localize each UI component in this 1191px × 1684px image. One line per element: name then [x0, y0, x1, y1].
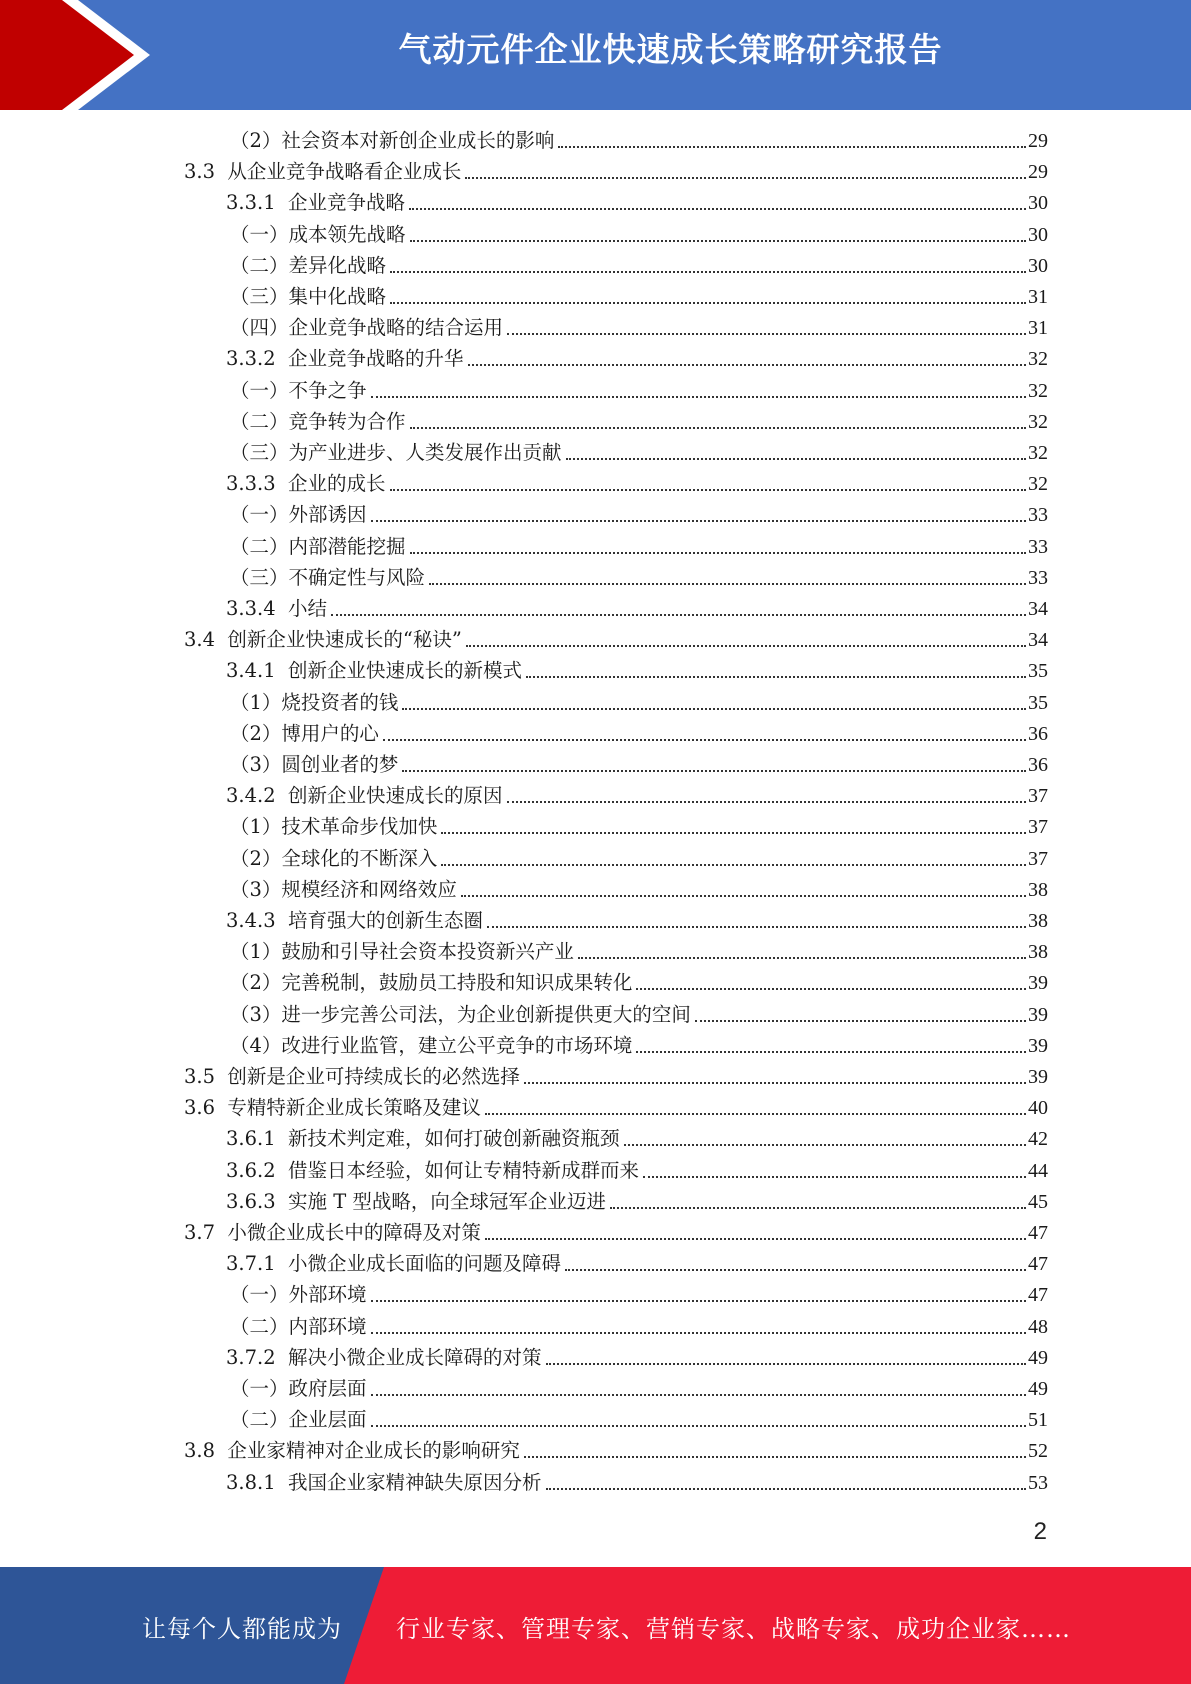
- toc-entry-page: 38: [1028, 879, 1048, 901]
- toc-entry-title: 企业的成长: [288, 472, 386, 495]
- toc-entry[interactable]: [230, 377, 1048, 405]
- toc-entry-page: 51: [1028, 1409, 1048, 1431]
- toc-dot-leader: [390, 489, 1026, 491]
- toc-dot-leader: [485, 1113, 1026, 1115]
- toc-entry-number: 3.3.2: [226, 347, 289, 370]
- toc-entry-title: 小微企业成长面临的问题及障碍: [288, 1252, 562, 1275]
- toc-entry-number: 3.5: [184, 1065, 228, 1088]
- toc-entry-page: 40: [1028, 1097, 1048, 1119]
- toc-dot-leader: [695, 1020, 1026, 1022]
- toc-entry-number: 3.8: [184, 1439, 228, 1462]
- toc-dot-leader: [409, 208, 1026, 210]
- toc-entry-page: 52: [1028, 1440, 1048, 1462]
- toc-entry-page: 32: [1028, 348, 1048, 370]
- toc-entry[interactable]: [226, 470, 1048, 498]
- toc-entry[interactable]: [226, 189, 1048, 217]
- report-title: 气动元件企业快速成长策略研究报告: [398, 30, 943, 69]
- toc-entry-title: 企业竞争战略的结合运用: [288, 316, 504, 339]
- toc-entry-title: 竞争转为合作: [288, 410, 406, 433]
- toc-entry[interactable]: [226, 1157, 1048, 1185]
- toc-entry-page: 39: [1028, 1035, 1048, 1057]
- toc-entry-title: 差异化战略: [288, 254, 387, 277]
- toc-dot-leader: [578, 957, 1026, 959]
- toc-dot-leader: [558, 146, 1026, 148]
- toc-entry-page: 45: [1028, 1191, 1048, 1213]
- toc-entry-title: 专精特新企业成长策略及建议: [227, 1096, 481, 1119]
- toc-entry-title: 不争之争: [288, 379, 367, 402]
- toc-dot-leader: [485, 1238, 1026, 1240]
- toc-dot-leader: [371, 1300, 1026, 1302]
- toc-entry-number: 3.6: [184, 1096, 228, 1119]
- toc-dot-leader: [526, 676, 1026, 678]
- toc-dot-leader: [331, 614, 1026, 616]
- toc-entry-number: （四）: [230, 316, 289, 339]
- toc-dot-leader: [410, 427, 1026, 429]
- toc-entry[interactable]: [230, 876, 1048, 904]
- toc-entry-page: 30: [1028, 255, 1048, 277]
- toc-entry-title: 为产业进步、人类发展作出贡献: [288, 441, 562, 464]
- toc-entry-page: 47: [1028, 1284, 1048, 1306]
- toc-entry[interactable]: [226, 782, 1048, 810]
- toc-entry[interactable]: [226, 1469, 1048, 1497]
- toc-entry-number: （一）: [230, 223, 289, 246]
- toc-entry-title: 创新企业快速成长的“秘诀”: [227, 628, 462, 651]
- toc-entry-page: 37: [1028, 785, 1048, 807]
- toc-entry[interactable]: [230, 501, 1048, 529]
- toc-dot-leader: [371, 396, 1026, 398]
- toc-entry-number: 3.7: [184, 1221, 228, 1244]
- toc-entry[interactable]: [230, 1375, 1048, 1403]
- toc-entry-number: （2）: [230, 971, 282, 994]
- toc-entry-title: 小结: [288, 597, 328, 620]
- toc-entry[interactable]: [184, 158, 1048, 186]
- toc-entry[interactable]: [230, 751, 1048, 779]
- toc-entry[interactable]: [230, 1001, 1048, 1029]
- toc-dot-leader: [465, 177, 1026, 179]
- toc-entry-number: （2）: [230, 722, 282, 745]
- toc-entry-number: （2）: [230, 847, 282, 870]
- toc-entry[interactable]: [230, 845, 1048, 873]
- toc-entry-number: （二）: [230, 254, 289, 277]
- toc-entry-number: 3.7.1: [226, 1252, 289, 1275]
- toc-entry-number: （三）: [230, 441, 289, 464]
- toc-entry[interactable]: [230, 283, 1048, 311]
- toc-entry[interactable]: [184, 1219, 1048, 1247]
- toc-entry[interactable]: [230, 938, 1048, 966]
- toc-entry[interactable]: [184, 1094, 1048, 1122]
- toc-entry-page: 31: [1028, 286, 1048, 308]
- toc-entry[interactable]: [230, 1281, 1048, 1309]
- toc-entry-page: 49: [1028, 1347, 1048, 1369]
- toc-entry-number: 3.8.1: [226, 1471, 289, 1494]
- toc-entry-page: 35: [1028, 692, 1048, 714]
- toc-entry-title: 企业层面: [288, 1408, 367, 1431]
- toc-entry-title: 改进行业监管，建立公平竞争的市场环境: [281, 1034, 633, 1057]
- toc-dot-leader: [441, 832, 1026, 834]
- footer-slogan-left: 让每个人都能成为: [142, 1615, 342, 1643]
- toc-dot-leader: [636, 1051, 1026, 1053]
- toc-entry-title: 烧投资者的钱: [281, 691, 399, 714]
- toc-dot-leader: [566, 458, 1026, 460]
- toc-entry-title: 我国企业家精神缺失原因分析: [288, 1471, 542, 1494]
- toc-entry-number: 3.3: [184, 160, 228, 183]
- toc-entry-page: 49: [1028, 1378, 1048, 1400]
- toc-entry-page: 37: [1028, 816, 1048, 838]
- toc-entry-number: （3）: [230, 1003, 282, 1026]
- toc-entry-page: 33: [1028, 504, 1048, 526]
- toc-dot-leader: [371, 1425, 1026, 1427]
- toc-entry[interactable]: [230, 127, 1048, 155]
- toc-entry-number: （二）: [230, 1315, 289, 1338]
- toc-entry-title: 新技术判定难，如何打破创新融资瓶颈: [288, 1127, 620, 1150]
- toc-entry-title: 全球化的不断深入: [281, 847, 438, 870]
- toc-entry-title: 从企业竞争战略看企业成长: [227, 160, 462, 183]
- toc-entry-number: （3）: [230, 878, 282, 901]
- toc-entry-page: 32: [1028, 380, 1048, 402]
- toc-entry[interactable]: [230, 439, 1048, 467]
- toc-entry[interactable]: [230, 813, 1048, 841]
- toc-entry[interactable]: [226, 1250, 1048, 1278]
- toc-dot-leader: [390, 302, 1026, 304]
- toc-entry-page: 39: [1028, 972, 1048, 994]
- page-header: [0, 0, 1191, 110]
- toc-dot-leader: [524, 1456, 1026, 1458]
- toc-dot-leader: [410, 552, 1026, 554]
- toc-entry-page: 44: [1028, 1160, 1048, 1182]
- toc-entry-number: （二）: [230, 535, 289, 558]
- toc-dot-leader: [466, 645, 1026, 647]
- toc-entry-page: 47: [1028, 1222, 1048, 1244]
- toc-dot-leader: [524, 1082, 1026, 1084]
- footer-slogan-right: 行业专家、管理专家、营销专家、战略专家、成功企业家……: [396, 1615, 1071, 1643]
- toc-entry-page: 36: [1028, 723, 1048, 745]
- toc-entry-page: 35: [1028, 660, 1048, 682]
- toc-dot-leader: [624, 1144, 1026, 1146]
- toc-dot-leader: [390, 271, 1026, 273]
- toc-entry-number: 3.3.3: [226, 472, 289, 495]
- toc-dot-leader: [546, 1363, 1026, 1365]
- toc-dot-leader: [643, 1176, 1026, 1178]
- toc-dot-leader: [565, 1269, 1026, 1271]
- toc-entry-number: （2）: [230, 129, 282, 152]
- toc-entry-page: 37: [1028, 848, 1048, 870]
- toc-entry-title: 企业竞争战略的升华: [288, 347, 464, 370]
- toc-entry-number: 3.4.1: [226, 659, 289, 682]
- toc-entry-title: 创新是企业可持续成长的必然选择: [227, 1065, 520, 1088]
- toc-dot-leader: [507, 801, 1026, 803]
- toc-entry[interactable]: [226, 1188, 1048, 1216]
- toc-entry[interactable]: [230, 252, 1048, 280]
- toc-entry-page: 39: [1028, 1004, 1048, 1026]
- toc-entry-page: 33: [1028, 536, 1048, 558]
- toc-entry-page: 36: [1028, 754, 1048, 776]
- toc-entry-page: 38: [1028, 941, 1048, 963]
- toc-entry[interactable]: [230, 1406, 1048, 1434]
- toc-entry-title: 外部诱因: [288, 503, 367, 526]
- toc-dot-leader: [461, 895, 1026, 897]
- page-number: 2: [1033, 1518, 1047, 1545]
- toc-entry[interactable]: [230, 314, 1048, 342]
- toc-entry[interactable]: [230, 1032, 1048, 1060]
- toc-entry-title: 圆创业者的梦: [281, 753, 399, 776]
- toc-entry[interactable]: [226, 657, 1048, 685]
- toc-dot-leader: [402, 770, 1026, 772]
- toc-entry-title: 创新企业快速成长的新模式: [288, 659, 523, 682]
- toc-dot-leader: [402, 708, 1026, 710]
- toc-entry-page: 53: [1028, 1472, 1048, 1494]
- toc-entry[interactable]: [226, 345, 1048, 373]
- toc-entry-page: 47: [1028, 1253, 1048, 1275]
- toc-entry-title: 集中化战略: [288, 285, 387, 308]
- toc-entry-title: 实施 T 型战略，向全球冠军企业迈进: [288, 1190, 606, 1213]
- toc-entry-page: 39: [1028, 1066, 1048, 1088]
- toc-entry-number: 3.6.3: [226, 1190, 289, 1213]
- toc-entry-number: （二）: [230, 1408, 289, 1431]
- toc-entry-title: 不确定性与风险: [288, 566, 426, 589]
- toc-dot-leader: [636, 988, 1026, 990]
- toc-entry-title: 鼓励和引导社会资本投资新兴产业: [281, 940, 574, 963]
- toc-entry-page: 32: [1028, 442, 1048, 464]
- toc-entry[interactable]: [230, 564, 1048, 592]
- toc-entry-number: 3.3.1: [226, 191, 289, 214]
- toc-entry-page: 29: [1028, 130, 1048, 152]
- toc-entry-number: （1）: [230, 940, 282, 963]
- toc-entry-title: 企业家精神对企业成长的影响研究: [227, 1439, 520, 1462]
- toc-entry[interactable]: [226, 1125, 1048, 1153]
- toc-entry-title: 内部潜能挖掘: [288, 535, 406, 558]
- toc-entry-page: 42: [1028, 1128, 1048, 1150]
- toc-entry-title: 政府层面: [288, 1377, 367, 1400]
- toc-entry-title: 博用户的心: [281, 722, 379, 745]
- toc-entry-title: 社会资本对新创企业成长的影响: [281, 129, 555, 152]
- toc-entry-title: 培育强大的创新生态圈: [288, 909, 484, 932]
- toc-entry-number: （1）: [230, 691, 282, 714]
- toc-dot-leader: [610, 1207, 1026, 1209]
- toc-entry-number: 3.4.2: [226, 784, 289, 807]
- toc-entry[interactable]: [226, 595, 1048, 623]
- toc-entry-number: 3.6.2: [226, 1159, 289, 1182]
- toc-entry[interactable]: [230, 689, 1048, 717]
- toc-entry-title: 成本领先战略: [288, 223, 406, 246]
- toc-entry-number: （4）: [230, 1034, 282, 1057]
- toc-dot-leader: [371, 1394, 1026, 1396]
- toc-entry-number: 3.3.4: [226, 597, 289, 620]
- toc-entry[interactable]: [230, 533, 1048, 561]
- toc-entry-number: 3.7.2: [226, 1346, 289, 1369]
- toc-entry-title: 规模经济和网络效应: [281, 878, 457, 901]
- toc-entry-page: 34: [1028, 598, 1048, 620]
- toc-dot-leader: [371, 520, 1026, 522]
- toc-entry-page: 29: [1028, 161, 1048, 183]
- toc-dot-leader: [429, 583, 1026, 585]
- toc-entry[interactable]: [230, 408, 1048, 436]
- toc-entry[interactable]: [230, 1313, 1048, 1341]
- toc-dot-leader: [371, 1332, 1026, 1334]
- toc-entry-page: 32: [1028, 411, 1048, 433]
- toc-entry-number: （3）: [230, 753, 282, 776]
- toc-dot-leader: [383, 739, 1026, 741]
- toc-entry-page: 48: [1028, 1316, 1048, 1338]
- toc-entry[interactable]: [184, 626, 1048, 654]
- toc-entry-number: （一）: [230, 1283, 289, 1306]
- toc-entry[interactable]: [184, 1063, 1048, 1091]
- toc-entry-page: 34: [1028, 629, 1048, 651]
- toc-entry-page: 30: [1028, 224, 1048, 246]
- toc-entry-title: 解决小微企业成长障碍的对策: [288, 1346, 542, 1369]
- toc-entry-page: 31: [1028, 317, 1048, 339]
- toc-entry[interactable]: [184, 1437, 1048, 1465]
- toc-entry-title: 企业竞争战略: [288, 191, 406, 214]
- toc-entry-number: （1）: [230, 815, 282, 838]
- toc-entry-title: 外部环境: [288, 1283, 367, 1306]
- toc-entry-page: 30: [1028, 192, 1048, 214]
- toc-entry-page: 32: [1028, 473, 1048, 495]
- toc-entry-number: （二）: [230, 410, 289, 433]
- toc-dot-leader: [507, 333, 1026, 335]
- toc-entry-number: （一）: [230, 379, 289, 402]
- toc-entry-title: 技术革命步伐加快: [281, 815, 438, 838]
- toc-entry[interactable]: [230, 720, 1048, 748]
- toc-dot-leader: [468, 364, 1026, 366]
- toc-entry-number: 3.4.3: [226, 909, 289, 932]
- toc-entry-number: （三）: [230, 285, 289, 308]
- toc-dot-leader: [441, 864, 1026, 866]
- page-footer: [0, 1567, 1191, 1684]
- toc-dot-leader: [546, 1488, 1026, 1490]
- toc-entry[interactable]: [230, 969, 1048, 997]
- toc-entry-number: （三）: [230, 566, 289, 589]
- toc-entry-title: 借鉴日本经验，如何让专精特新成群而来: [288, 1159, 640, 1182]
- toc-entry-number: 3.4: [184, 628, 228, 651]
- toc-entry-number: （一）: [230, 1377, 289, 1400]
- toc-entry-title: 创新企业快速成长的原因: [288, 784, 503, 807]
- toc-entry[interactable]: [226, 907, 1048, 935]
- toc-entry-title: 完善税制，鼓励员工持股和知识成果转化: [281, 971, 633, 994]
- toc-dot-leader: [487, 926, 1026, 928]
- toc-entry-number: （一）: [230, 503, 289, 526]
- toc-entry-page: 33: [1028, 567, 1048, 589]
- toc-entry[interactable]: [226, 1344, 1048, 1372]
- toc-entry-page: 38: [1028, 910, 1048, 932]
- toc-entry-title: 内部环境: [288, 1315, 367, 1338]
- toc-entry-title: 进一步完善公司法，为企业创新提供更大的空间: [281, 1003, 691, 1026]
- toc-entry-number: 3.6.1: [226, 1127, 289, 1150]
- toc-entry[interactable]: [230, 221, 1048, 249]
- toc-dot-leader: [410, 240, 1026, 242]
- toc-entry-title: 小微企业成长中的障碍及对策: [227, 1221, 481, 1244]
